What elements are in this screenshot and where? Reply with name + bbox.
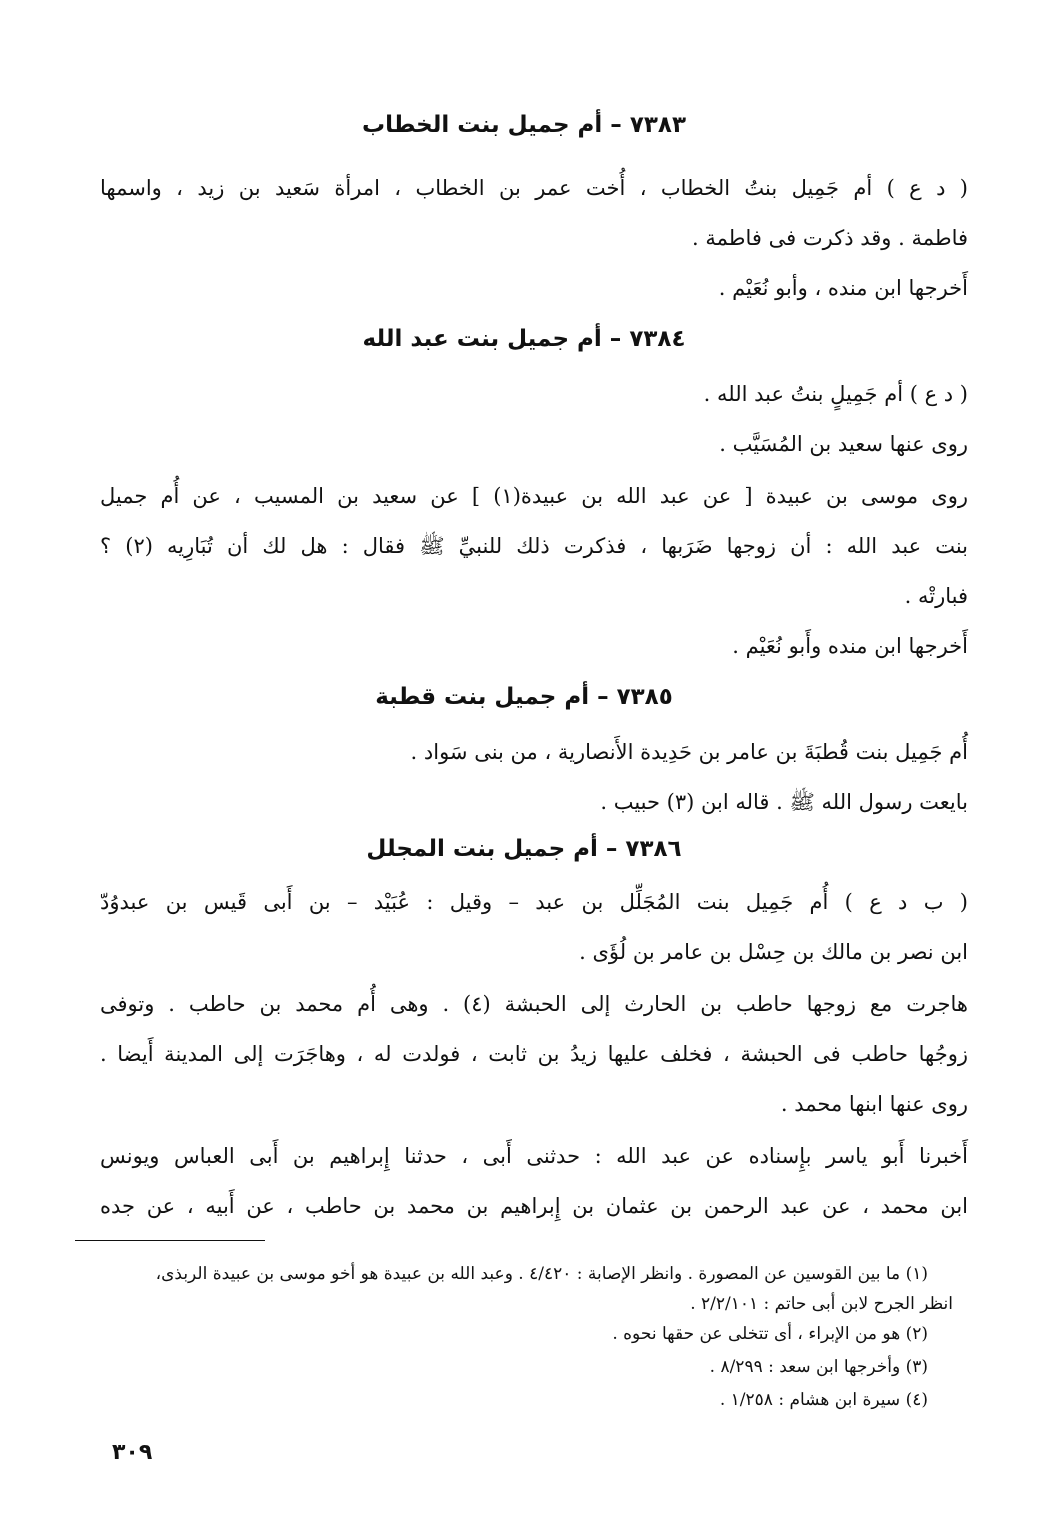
page-number: ٣٠٩ — [112, 1440, 153, 1465]
entry-7384-line-6: أَخرجها ابن منده وأَبو نُعَيْم . — [732, 634, 968, 658]
footnote-4: (٤) سيرة ابن هشام : ١/٢٥٨ . — [719, 1390, 928, 1410]
entry-7386-line-2: ابن نصر بن مالك بن حِسْل بن عامر بن لُؤَى . — [579, 940, 968, 964]
entry-heading-7385: ٧٣٨٥ – أم جميل بنت قطبة — [375, 684, 673, 710]
entry-heading-7384: ٧٣٨٤ – أم جميل بنت عبد الله — [362, 326, 686, 352]
entry-7386-line-7: ابن محمد ، عن عبد الرحمن بن عثمان بن إِبراهيم بن محمد بن حاطب ، عن أَبيه ، عن جده — [100, 1194, 968, 1218]
entry-7385-line-1: أُم جَمِيل بنت قُطبَةَ بن عامر بن حَدِيدة الأَنصارية ، من بنى سَواد . — [410, 740, 968, 764]
entry-heading-7383: ٧٣٨٣ – أم جميل بنت الخطاب — [362, 112, 686, 138]
entry-7384-line-2: روى عنها سعيد بن المُسَيَّب . — [719, 432, 968, 456]
entry-7383-line-1: ( د ع ) أم جَمِيل بنتُ الخطاب ، أُخت عمر بن الخطاب ، امرأة سَعيد بن زيد ، واسمها — [100, 176, 969, 200]
entry-7386-line-1: ( ب د ع ) أُم جَمِيل بنت المُجَلِّل بن عبد – وقيل : عُبَيْد – بن أَبى قَيس بن عبدوُدّ — [100, 890, 968, 914]
footnote-3: (٣) وأخرجها ابن سعد : ٨/٢٩٩ . — [709, 1357, 928, 1377]
entry-7384-line-4: بنت عبد الله : أن زوجها ضَرَبها ، فذكرت ذلك للنبيِّ ﷺ فقال : هل لك أن تُبَارِيه (٢) ؟ — [100, 534, 969, 558]
entry-7383-line-2: فاطمة . وقد ذكرت فى فاطمة . — [692, 226, 968, 250]
entry-7384-line-5: فبارتْه . — [904, 584, 968, 608]
footnote-2: (٢) هو من الإبراء ، أى تتخلى عن حقها نحوه . — [612, 1324, 928, 1344]
entry-7385-line-2: بايعت رسول الله ﷺ . قاله ابن (٣) حبيب . — [600, 790, 968, 814]
footnote-1-continued: انظر الجرح لابن أبى حاتم : ٢/٢/١٠١ . — [690, 1294, 953, 1314]
entry-7386-line-5: روى عنها ابنها محمد . — [780, 1092, 968, 1116]
entry-7386-line-6: أَخبرنا أَبو ياسر بإِسناده عن عبد الله : حدثنى أَبى ، حدثنا إِبراهيم بن أَبى العباس ويونس — [100, 1144, 968, 1168]
footnote-divider — [75, 1240, 265, 1241]
entry-7384-line-3: روى موسى بن عبيدة [ عن عبد الله بن عبيدة(١) ] عن سعيد بن المسيب ، عن أُم جميل — [100, 484, 968, 508]
entry-heading-7386: ٧٣٨٦ – أم جميل بنت المجلل — [366, 836, 682, 862]
entry-7386-line-4: زوجُها حاطب فى الحبشة ، فخلف عليها زيدُ بن ثابت ، فولدت له ، وهاجَرَت إلى المدينة أَيضا . — [100, 1042, 968, 1066]
entry-7383-line-3: أَخرجها ابن منده ، وأبو نُعَيْم . — [718, 276, 968, 300]
footnote-1: (١) ما بين القوسين عن المصورة . وانظر الإصابة : ٤/٤٢٠ . وعبد الله بن عبيدة هو أخو موسى بن عبيدة الربذى، — [155, 1264, 928, 1284]
entry-7384-line-1: ( د ع ) أم جَمِيلٍ بنتُ عبد الله . — [703, 382, 968, 406]
entry-7386-line-3: هاجرت مع زوجها حاطب بن الحارث إلى الحبشة (٤) . وهى أُم محمد بن حاطب . وتوفى — [100, 992, 968, 1016]
